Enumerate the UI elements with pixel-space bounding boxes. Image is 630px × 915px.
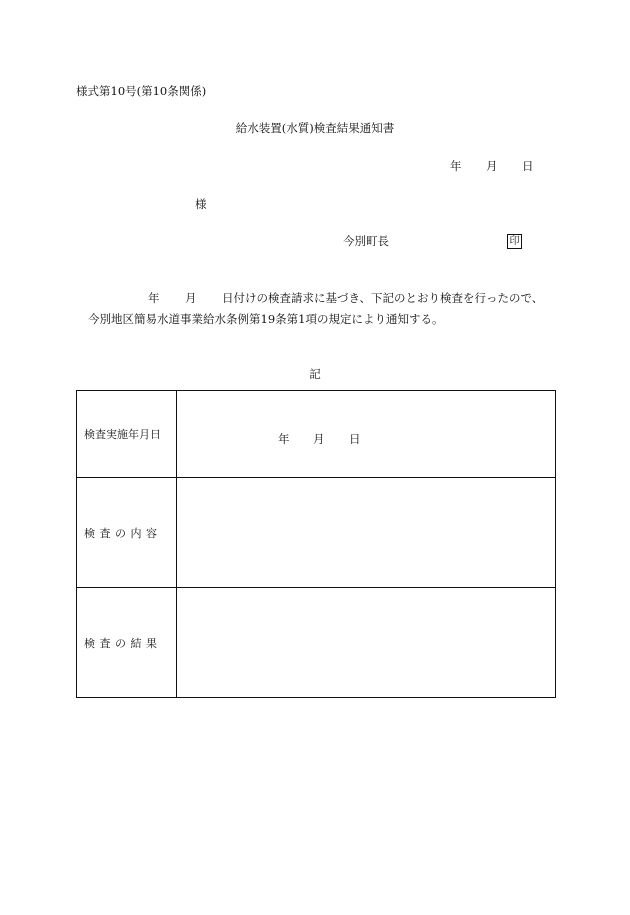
body-request-year: 年 [148, 291, 160, 305]
form-number: 様式第10号(第10条関係) [76, 84, 207, 98]
row-label-inspection-date: 検査実施年月日 [84, 428, 161, 441]
label-cell [77, 391, 177, 478]
inspection-result-value[interactable] [177, 588, 556, 698]
issue-date-year: 年 [450, 159, 462, 173]
seal-mark: 印 [507, 234, 522, 249]
sender-title: 今別町長 [343, 234, 389, 248]
table-row [77, 391, 556, 478]
issue-date-day: 日 [522, 159, 534, 173]
inspection-table [76, 390, 556, 698]
issue-date-month: 月 [486, 159, 498, 173]
row-label-inspection-content: 検査の内容 [84, 526, 162, 540]
document-title: 給水装置(水質)検査結果通知書 [235, 121, 395, 135]
inspection-date-day: 日 [349, 432, 361, 446]
table-row [77, 478, 556, 588]
inspection-date-value[interactable] [177, 391, 556, 478]
row-label-inspection-result: 検査の結果 [84, 636, 162, 650]
inspection-content-value[interactable] [177, 478, 556, 588]
inspection-date-year: 年 [278, 432, 290, 446]
body-line-2: 今別地区簡易水道事業給水条例第19条第1項の規定により通知する。 [88, 312, 444, 326]
body-line-1-text: 日付けの検査請求に基づき、下記のとおり検査を行ったので、 [222, 291, 544, 305]
label-cell [77, 478, 177, 588]
recipient-honorific: 様 [195, 197, 207, 211]
inspection-date-month: 月 [313, 432, 325, 446]
table-row [77, 588, 556, 698]
label-cell [77, 588, 177, 698]
body-request-month: 月 [185, 291, 197, 305]
note-label: 記 [309, 367, 321, 381]
